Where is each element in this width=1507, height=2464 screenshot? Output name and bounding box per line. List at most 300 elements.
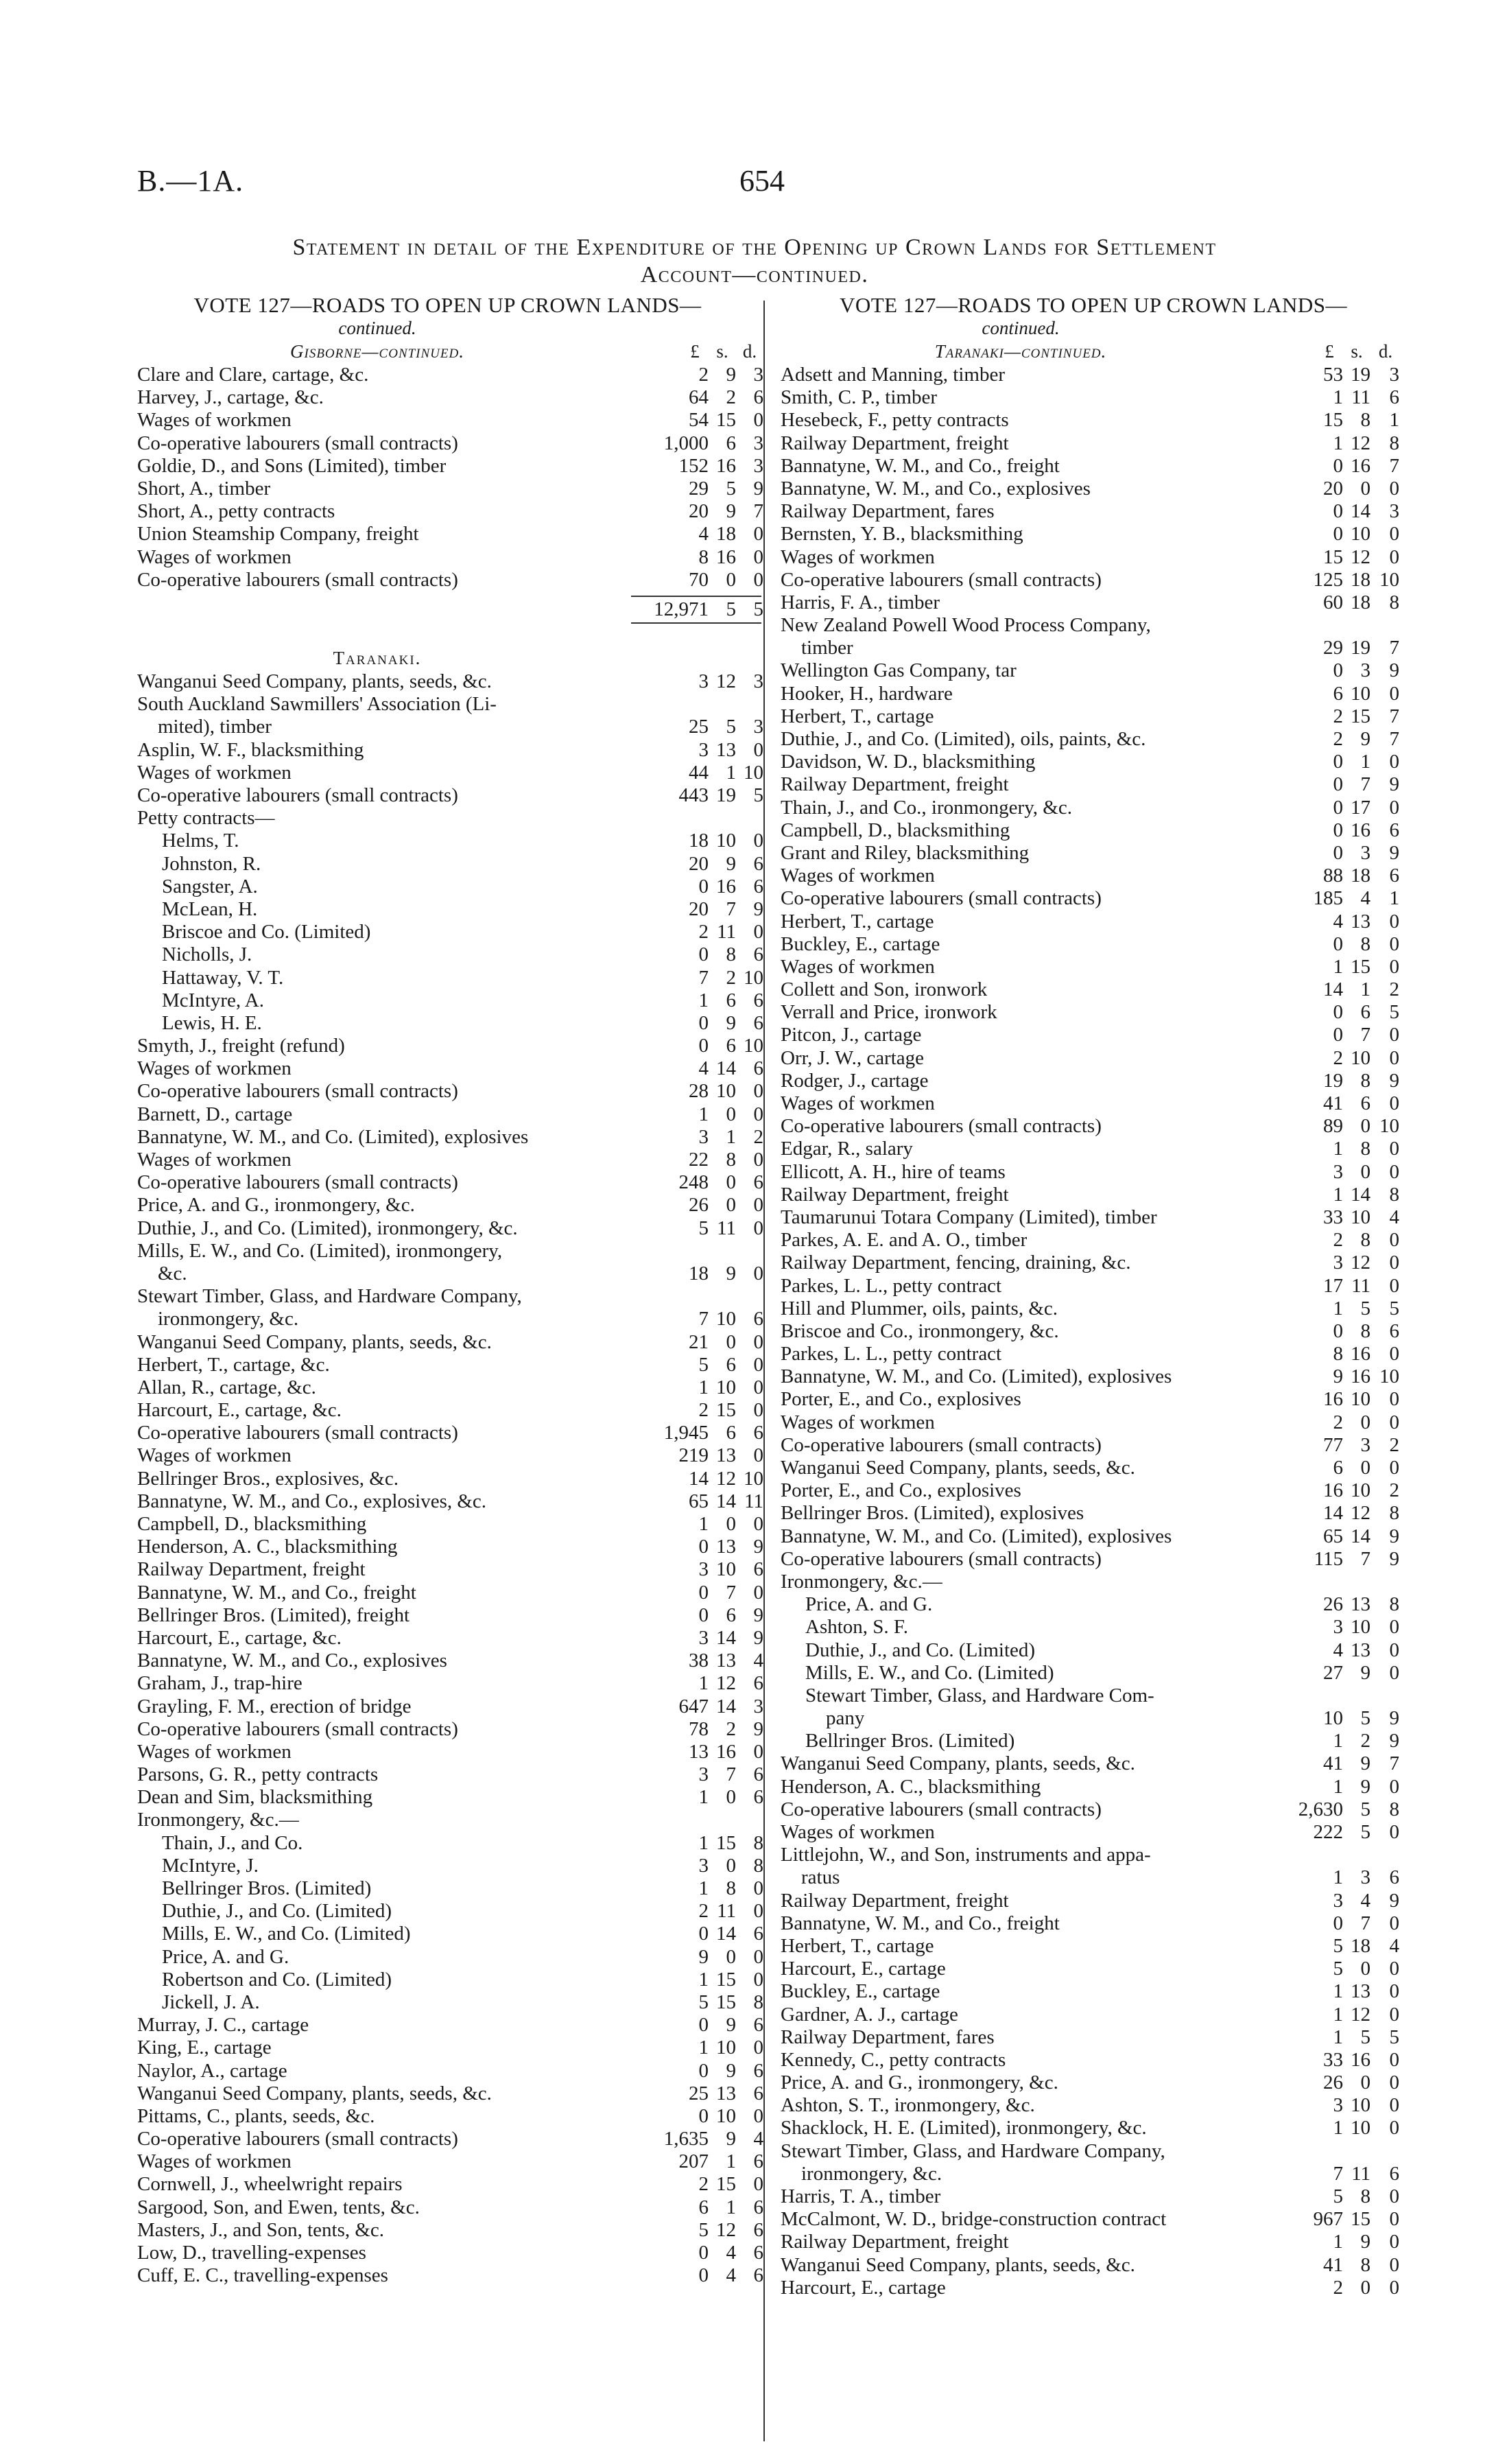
expenditure-row: [781, 1161, 1406, 1184]
amount-shillings: 8: [1360, 409, 1370, 432]
amount-pounds: 41: [1323, 1752, 1343, 1775]
item-label: Wages of workmen: [781, 1411, 935, 1433]
amount-pence: 0: [753, 1581, 763, 1604]
item-label: Helms, T.: [162, 830, 239, 852]
expenditure-row: [781, 911, 1406, 933]
expenditure-row: [137, 2104, 763, 2128]
amount-pence: 6: [753, 852, 763, 875]
amount-pounds: 77: [1323, 1433, 1343, 1456]
amount-pence: 0: [1389, 2072, 1399, 2094]
amount-shillings: 13: [1351, 910, 1370, 932]
amount-pounds: 16: [1323, 1388, 1343, 1411]
expenditure-row: [137, 1536, 763, 1558]
item-label: Grayling, F. M., erection of bridge: [137, 1695, 412, 1717]
expenditure-row: [137, 409, 763, 432]
amount-shillings: 16: [1351, 819, 1370, 841]
item-label: New Zealand Powell Wood Process Company,: [781, 614, 1151, 637]
amount-pence: 0: [753, 1217, 763, 1239]
item-label: Railway Department, fencing, draining, &c.: [781, 1252, 1131, 1274]
amount-pence: 0: [753, 545, 763, 568]
amount-pence: 0: [753, 523, 763, 545]
amount-pence: 0: [1389, 2048, 1399, 2071]
item-label: Ashton, S. F.: [805, 1616, 908, 1639]
amount-shillings: 12: [1351, 432, 1370, 454]
amount-pounds: 2: [1333, 705, 1343, 727]
amount-pence: 0: [1389, 1388, 1399, 1411]
amount-shillings: 15: [716, 409, 736, 432]
amount-pounds: 4: [1333, 1639, 1343, 1661]
amount-shillings: 3: [1360, 841, 1370, 864]
amount-shillings: 18: [1351, 1934, 1370, 1957]
amount-pence: 0: [1389, 796, 1399, 819]
amount-pence: 0: [1389, 1639, 1399, 1661]
item-label: Parsons, G. R., petty contracts: [137, 1763, 379, 1786]
expenditure-row: [781, 819, 1406, 842]
amount-shillings: 10: [716, 830, 736, 852]
item-label: McIntyre, A.: [162, 989, 264, 1011]
item-label: Railway Department, fares: [781, 2026, 995, 2048]
amount-pounds: 207: [678, 2150, 709, 2173]
amount-pence: 0: [1389, 1024, 1399, 1046]
expenditure-row: [137, 852, 763, 876]
expenditure-row: [137, 1194, 763, 1217]
amount-pounds: 0: [698, 2104, 709, 2127]
expenditure-row: [781, 1115, 1406, 1138]
item-label: Murray, J. C., cartage: [137, 2014, 309, 2037]
item-label: Co-operative labourers (small contracts): [137, 1171, 458, 1194]
amount-pence: 0: [753, 409, 763, 432]
expenditure-row: [781, 1548, 1406, 1571]
right-vote-title: VOTE 127—ROADS TO OPEN UP CROWN LANDS—: [839, 293, 1348, 317]
item-label: Wellington Gas Company, tar: [781, 659, 1017, 682]
amount-pounds: 3: [1333, 1160, 1343, 1183]
item-label: Ironmongery, &c.—: [781, 1570, 942, 1593]
amount-pence: 0: [1389, 1274, 1399, 1297]
item-label: South Auckland Sawmillers' Association (Li-: [137, 693, 497, 716]
right-column: [781, 294, 1406, 2299]
amount-shillings: 1: [1360, 751, 1370, 773]
amount-pence: 6: [753, 2242, 763, 2264]
amount-pence: 10: [744, 1035, 763, 1057]
amount-pounds: 13: [689, 1740, 709, 1763]
item-label: Wanganui Seed Company, plants, seeds, &c.: [781, 2253, 1135, 2276]
amount-pence: 3: [753, 670, 763, 693]
amount-shillings: 5: [1360, 1297, 1370, 1319]
amount-pounds: 1: [1333, 955, 1343, 978]
item-label: Bellringer Bros. (Limited): [805, 1730, 1015, 1752]
expenditure-row: [781, 1252, 1406, 1274]
item-label: timber: [801, 637, 853, 659]
amount-pounds: 0: [698, 2264, 709, 2287]
amount-pence: 8: [1389, 591, 1399, 613]
amount-pounds: 14: [689, 1467, 709, 1490]
item-label: Henderson, A. C., blacksmithing: [781, 1775, 1041, 1798]
item-label: Jickell, J. A.: [162, 1991, 260, 2013]
amount-pence: 4: [753, 1650, 763, 1672]
item-label: Ellicott, A. H., hire of teams: [781, 1160, 1006, 1183]
amount-shillings: 4: [1360, 1889, 1370, 1912]
expenditure-row: [137, 1103, 763, 1126]
item-label: Bellringer Bros. (Limited), freight: [137, 1604, 410, 1626]
item-label: Union Steamship Company, freight: [137, 523, 419, 545]
item-label: Bannatyne, W. M., and Co. (Limited), explosives: [781, 1525, 1172, 1547]
amount-shillings: 15: [1351, 2208, 1370, 2231]
amount-pounds: 88: [1323, 865, 1343, 887]
amount-shillings: 9: [726, 1011, 736, 1034]
amount-shillings: 7: [726, 1763, 736, 1786]
amount-pounds: 1: [698, 1968, 709, 1991]
amount-pence: 2: [1389, 1433, 1399, 1456]
expenditure-row: [137, 784, 763, 807]
amount-shillings: 8: [1360, 1069, 1370, 1092]
amount-pounds: 1: [1333, 1980, 1343, 2003]
expenditure-row: [781, 1479, 1406, 1502]
amount-pence: 9: [753, 897, 763, 920]
expenditure-row: [781, 523, 1406, 545]
amount-pounds: 2: [698, 364, 709, 386]
amount-pounds: 70: [689, 568, 709, 591]
amount-shillings: 15: [716, 1991, 736, 2013]
amount-pence: 7: [1389, 454, 1399, 477]
amount-shillings: 5: [1360, 1821, 1370, 1843]
amount-shillings: 13: [1351, 1593, 1370, 1616]
amount-shillings: 0: [1360, 2072, 1370, 2094]
amount-pounds: 0: [1333, 1912, 1343, 1934]
amount-pence: 0: [1389, 1980, 1399, 2003]
amount-pounds: 0: [1333, 841, 1343, 864]
amount-pounds: 6: [1333, 682, 1343, 705]
amount-pounds: 3: [698, 1854, 709, 1877]
amount-pounds: 65: [1323, 1525, 1343, 1547]
amount-pounds: 1: [698, 1786, 709, 1809]
amount-pence: 0: [1389, 2117, 1399, 2139]
amount-shillings: 0: [726, 1854, 736, 1877]
amount-pounds: 6: [1333, 1457, 1343, 1479]
amount-pence: 10: [1379, 1115, 1399, 1138]
expenditure-row: [137, 1353, 763, 1376]
item-label: Henderson, A. C., blacksmithing: [137, 1536, 398, 1558]
amount-pence: 2: [1389, 1479, 1399, 1502]
amount-shillings: 10: [1351, 1206, 1370, 1228]
amount-pounds: 0: [1333, 659, 1343, 682]
item-label: Co-operative labourers (small contracts): [781, 1547, 1102, 1570]
amount-pounds: 5: [698, 2218, 709, 2241]
amount-shillings: 6: [726, 989, 736, 1011]
item-label: Railway Department, freight: [137, 1558, 366, 1581]
amount-pence: 0: [1389, 523, 1399, 545]
page-number: 654: [739, 164, 785, 198]
item-label: Thain, J., and Co.: [162, 1831, 303, 1854]
expenditure-row: [137, 545, 763, 569]
item-label: Dean and Sim, blacksmithing: [137, 1786, 373, 1809]
item-label: Bannatyne, W. M., and Co., explosives: [781, 477, 1091, 500]
item-label: Railway Department, freight: [781, 1183, 1009, 1206]
amount-pounds: 4: [1333, 910, 1343, 932]
item-label: Price, A. and G.: [162, 1945, 289, 1968]
amount-pounds: 33: [1323, 2048, 1343, 2071]
amount-pounds: 7: [1333, 2162, 1343, 2185]
expenditure-row: [137, 2242, 763, 2264]
amount-pounds: 3: [698, 738, 709, 761]
expenditure-row: [137, 897, 763, 921]
amount-shillings: 19: [1351, 637, 1370, 659]
item-label: Briscoe and Co., ironmongery, &c.: [781, 1319, 1059, 1342]
amount-shillings: 9: [1360, 728, 1370, 750]
expenditure-row: [137, 943, 763, 966]
amount-shillings: 14: [716, 1695, 736, 1717]
amount-pence: 9: [1389, 659, 1399, 682]
amount-pence: 0: [753, 1330, 763, 1353]
amount-pounds: 18: [689, 830, 709, 852]
item-label: Co-operative labourers (small contracts): [137, 784, 458, 806]
amount-pounds: 0: [1333, 1024, 1343, 1046]
amount-shillings: 15: [1351, 705, 1370, 727]
item-label: Duthie, J., and Co. (Limited), ironmongery, &c.: [137, 1217, 518, 1239]
item-label: Robertson and Co. (Limited): [162, 1968, 392, 1991]
amount-pounds: 1: [1333, 2003, 1343, 2026]
amount-pounds: 38: [689, 1650, 709, 1672]
item-label: Pittams, C., plants, seeds, &c.: [137, 2104, 375, 2127]
statement-title: [103, 235, 1406, 261]
item-label: Duthie, J., and Co. (Limited): [805, 1639, 1036, 1661]
expenditure-row: [781, 478, 1406, 500]
item-label: Railway Department, freight: [781, 2231, 1009, 2253]
amount-pence: 0: [1389, 1912, 1399, 1934]
left-vote-title: VOTE 127—ROADS TO OPEN UP CROWN LANDS—: [193, 293, 702, 317]
amount-pounds: 26: [689, 1194, 709, 1217]
amount-shillings: 0: [1360, 477, 1370, 500]
amount-pence: 6: [753, 2014, 763, 2037]
expenditure-row: [781, 1388, 1406, 1411]
amount-shillings: 9: [1360, 2231, 1370, 2253]
amount-pounds: 1: [1333, 2231, 1343, 2253]
expenditure-row: [137, 568, 763, 591]
item-label: Duthie, J., and Co. (Limited): [162, 1900, 392, 1923]
amount-shillings: 0: [726, 1171, 736, 1194]
amount-pence: 5: [1389, 1297, 1399, 1319]
item-label: Parkes, L. L., petty contract: [781, 1343, 1002, 1365]
item-label: Stewart Timber, Glass, and Hardware Company,: [137, 1285, 522, 1308]
expenditure-row: [137, 761, 763, 784]
amount-pounds: 3: [698, 1558, 709, 1581]
amount-shillings: 13: [716, 738, 736, 761]
expenditure-row: [137, 454, 763, 478]
expenditure-row: [137, 1854, 763, 1877]
amount-pounds: 1: [698, 1831, 709, 1854]
item-label: Lewis, H. E.: [162, 1011, 262, 1034]
item-label: Co-operative labourers (small contracts): [781, 568, 1102, 591]
expenditure-row: [781, 1411, 1406, 1434]
item-label: Wages of workmen: [137, 1740, 292, 1763]
expenditure-row: [781, 1821, 1406, 1844]
item-label: Kennedy, C., petty contracts: [781, 2048, 1006, 2071]
item-label: Grant and Riley, blacksmithing: [781, 841, 1030, 864]
right-section-header: [781, 339, 1406, 364]
amount-pence: 6: [1389, 386, 1399, 409]
item-label: Wanganui Seed Company, plants, seeds, &c.: [781, 1752, 1135, 1775]
gisborne-total: [137, 598, 763, 621]
item-label: Bannatyne, W. M., and Co., freight: [137, 1581, 416, 1604]
amount-shillings: 8: [1360, 1229, 1370, 1252]
amount-shillings: 10: [1351, 1616, 1370, 1639]
expenditure-row: [137, 1877, 763, 1900]
amount-pounds: 222: [1313, 1821, 1343, 1843]
amount-shillings: 15: [716, 1968, 736, 1991]
amount-shillings: 13: [1351, 1980, 1370, 2003]
column-divider: [763, 301, 765, 2441]
item-label: Wanganui Seed Company, plants, seeds, &c.: [137, 2082, 492, 2104]
item-label: Goldie, D., and Sons (Limited), timber: [137, 454, 447, 477]
expenditure-row: [781, 2004, 1406, 2026]
amount-shillings: 1: [726, 761, 736, 784]
expenditure-row: [781, 2163, 1406, 2185]
item-label: Railway Department, freight: [781, 432, 1009, 454]
item-label: Wages of workmen: [781, 545, 935, 568]
amount-pounds: 10: [1323, 1707, 1343, 1730]
item-label: Wages of workmen: [137, 1444, 292, 1467]
expenditure-row: [781, 1866, 1406, 1889]
amount-pounds: 2: [1333, 1229, 1343, 1252]
expenditure-row: [781, 2094, 1406, 2117]
left-column: [137, 293, 763, 2287]
amount-pounds: 41: [1323, 2253, 1343, 2276]
expenditure-row: [137, 1125, 763, 1149]
amount-pounds: 20: [689, 897, 709, 920]
item-label: King, E., cartage: [137, 2037, 272, 2059]
expenditure-row: [781, 2026, 1406, 2049]
item-label: Barnett, D., cartage: [137, 1103, 293, 1125]
item-label: Parkes, A. E. and A. O., timber: [781, 1229, 1028, 1252]
amount-shillings: 0: [1360, 1958, 1370, 1980]
expenditure-row: [781, 2049, 1406, 2072]
amount-pounds: 0: [1333, 1001, 1343, 1024]
item-label: Co-operative labourers (small contracts): [781, 1798, 1102, 1820]
amount-pence: 6: [753, 2082, 763, 2104]
amount-pounds: 3: [1333, 1616, 1343, 1639]
amount-pence: 0: [753, 1194, 763, 1217]
amount-pence: 6: [753, 1672, 763, 1695]
total-pence: 5: [753, 598, 763, 620]
amount-pence: 0: [1389, 545, 1399, 568]
amount-pounds: 3: [698, 1763, 709, 1786]
amount-pounds: 5: [698, 1217, 709, 1239]
item-label: Allan, R., cartage, &c.: [137, 1376, 316, 1398]
amount-pounds: 1: [698, 1672, 709, 1695]
amount-pence: 6: [1389, 1866, 1399, 1889]
amount-shillings: 11: [717, 921, 736, 943]
amount-pence: 8: [753, 1991, 763, 2013]
amount-pence: 6: [753, 989, 763, 1011]
amount-pounds: 443: [678, 784, 709, 806]
expenditure-row: [137, 1376, 763, 1399]
amount-shillings: 16: [1351, 1365, 1370, 1388]
amount-pence: 0: [753, 738, 763, 761]
expenditure-row: [781, 500, 1406, 523]
amount-shillings: 10: [1351, 1479, 1370, 1502]
amount-shillings: 9: [1360, 1752, 1370, 1775]
amount-pounds: 1: [1333, 1775, 1343, 1798]
item-label: Adsett and Manning, timber: [781, 364, 1006, 386]
amount-shillings: 10: [716, 1558, 736, 1581]
item-label: Sargood, Son, and Ewen, tents, &c.: [137, 2196, 420, 2218]
item-label: Hattaway, V. T.: [162, 966, 284, 989]
amount-pounds: 21: [689, 1330, 709, 1353]
amount-shillings: 16: [716, 454, 736, 477]
amount-pounds: 9: [698, 1945, 709, 1968]
amount-pence: 0: [753, 1513, 763, 1535]
expenditure-row: [137, 1422, 763, 1444]
item-label: Wages of workmen: [137, 761, 292, 784]
section-title-gisborne: Gisborne—continued.: [290, 341, 464, 362]
expenditure-row: [781, 1890, 1406, 1912]
amount-pounds: 1: [698, 1376, 709, 1398]
item-label: Harcourt, E., cartage: [781, 1958, 946, 1980]
amount-pounds: 20: [689, 500, 709, 523]
amount-pence: 0: [753, 2104, 763, 2127]
amount-shillings: 9: [726, 2014, 736, 2037]
amount-shillings: 5: [1360, 2026, 1370, 2048]
amount-pounds: 0: [698, 1604, 709, 1626]
expenditure-row: [137, 1717, 763, 1741]
amount-pounds: 0: [1333, 1319, 1343, 1342]
amount-pence: 3: [753, 432, 763, 454]
item-label: McLean, H.: [162, 897, 258, 920]
amount-pounds: 0: [1333, 751, 1343, 773]
item-label: Co-operative labourers (small contracts): [781, 1115, 1102, 1138]
expenditure-row: [137, 2128, 763, 2150]
expenditure-row: [781, 1798, 1406, 1821]
amount-pounds: 248: [678, 1171, 709, 1194]
item-label: Stewart Timber, Glass, and Hardware Company,: [781, 2139, 1165, 2162]
amount-shillings: 0: [1360, 1457, 1370, 1479]
amount-pence: 8: [1389, 1183, 1399, 1206]
expenditure-row: [781, 1958, 1406, 1980]
amount-pence: 9: [1389, 1069, 1399, 1092]
expenditure-row: [781, 956, 1406, 978]
amount-pounds: 125: [1313, 568, 1343, 591]
item-label: Taumarunui Totara Company (Limited), timber: [781, 1206, 1157, 1228]
amount-shillings: 5: [726, 477, 736, 500]
expenditure-row: [137, 1763, 763, 1786]
expenditure-row: [781, 569, 1406, 591]
amount-pounds: 3: [698, 670, 709, 693]
amount-pence: 7: [1389, 637, 1399, 659]
amount-pence: 10: [744, 966, 763, 989]
expenditure-row: [137, 1558, 763, 1581]
amount-pence: 0: [753, 1877, 763, 1899]
item-label: Wages of workmen: [781, 1092, 935, 1114]
amount-pence: 0: [1389, 932, 1399, 955]
amount-pence: 0: [753, 1399, 763, 1422]
amount-pence: 10: [744, 1467, 763, 1490]
amount-pounds: 115: [1314, 1547, 1343, 1570]
expenditure-row: [781, 1275, 1406, 1298]
expenditure-row: [137, 738, 763, 762]
amount-shillings: 16: [1351, 2048, 1370, 2071]
amount-pounds: 8: [1333, 1343, 1343, 1365]
item-label: Harcourt, E., cartage: [781, 2276, 946, 2299]
amount-pounds: 8: [698, 545, 709, 568]
amount-pounds: 219: [678, 1444, 709, 1467]
item-label: Herbert, T., cartage: [781, 1934, 934, 1957]
amount-pounds: 64: [689, 386, 709, 409]
item-label: Wages of workmen: [781, 865, 935, 887]
amount-shillings: 11: [1351, 1274, 1370, 1297]
amount-pence: 9: [1389, 841, 1399, 864]
amount-pence: 4: [753, 2128, 763, 2150]
item-label: Co-operative labourers (small contracts): [781, 1433, 1102, 1456]
item-label: Co-operative labourers (small contracts): [781, 887, 1102, 910]
